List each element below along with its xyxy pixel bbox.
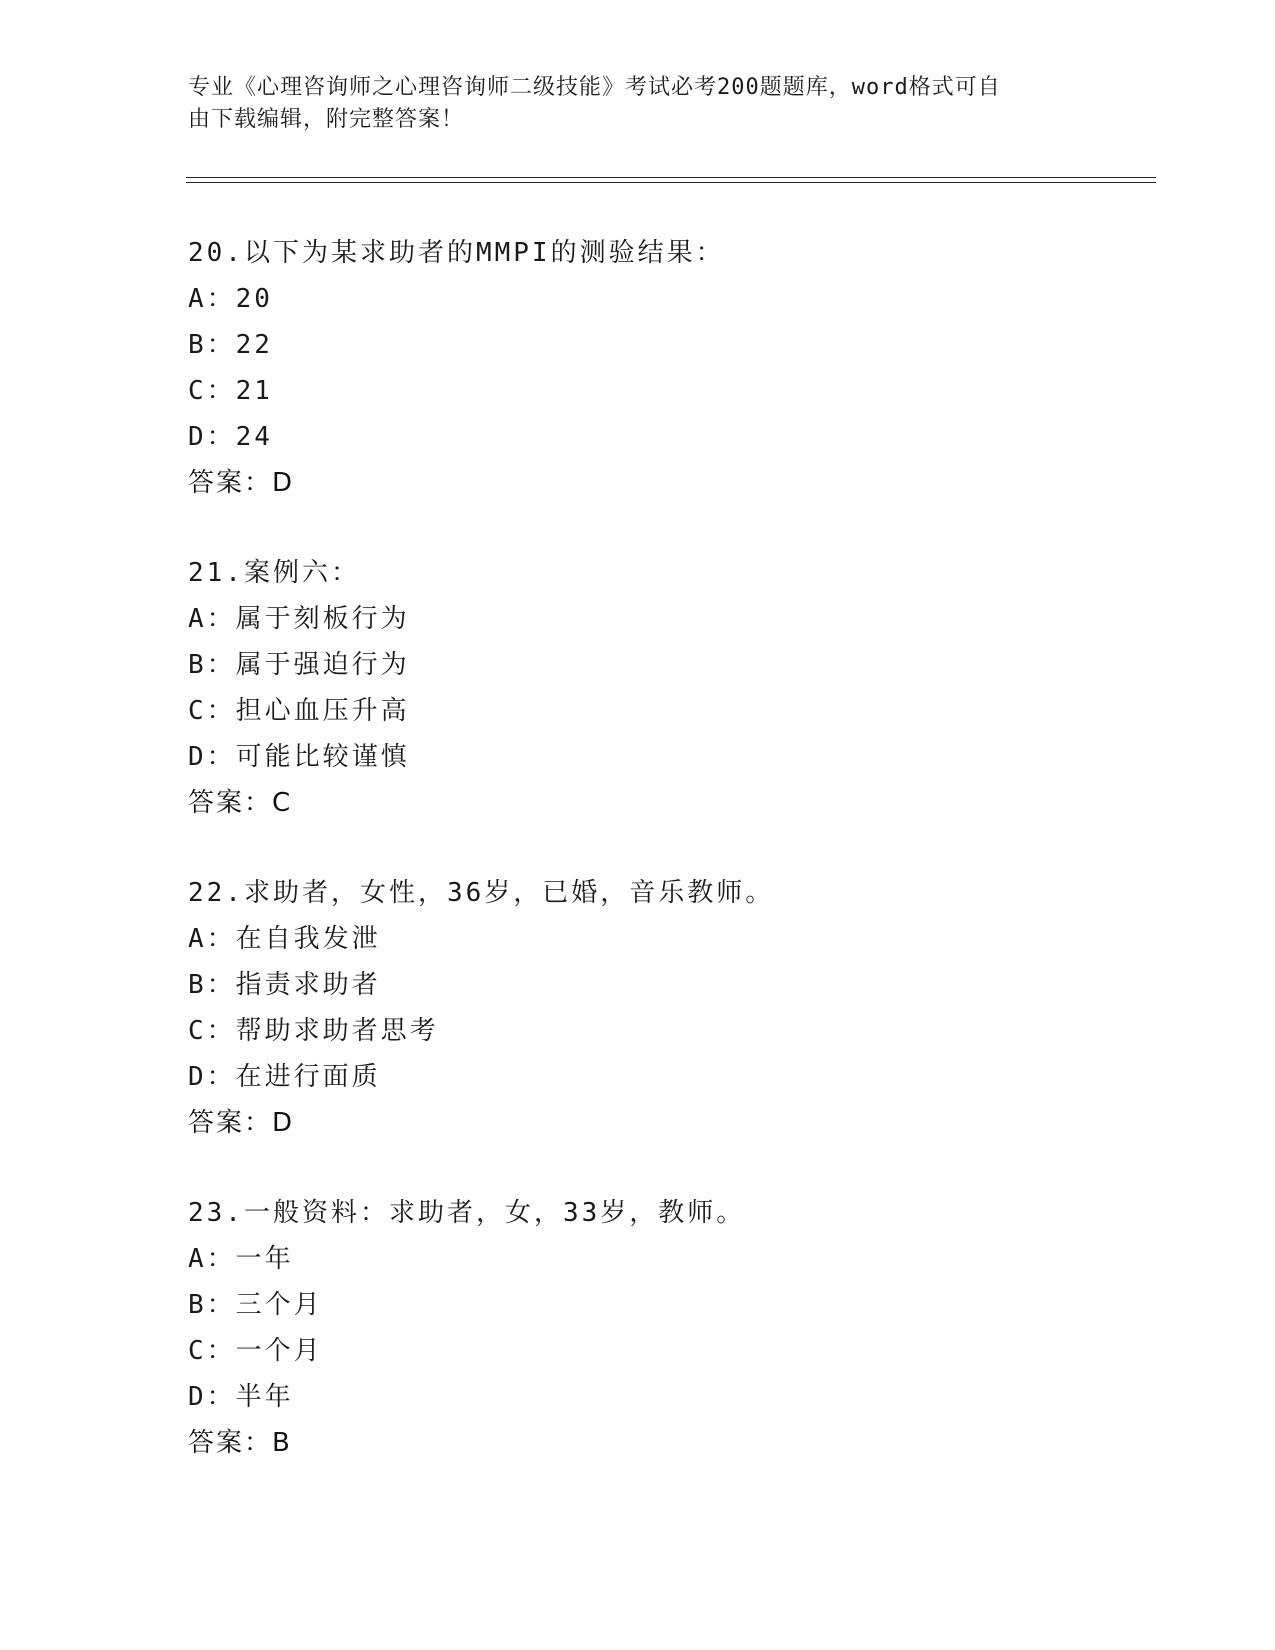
option-d [188, 1054, 1138, 1100]
option-label: B： [188, 970, 236, 1000]
option-text: 一个月 [235, 1336, 323, 1366]
option-b [188, 962, 1138, 1008]
option-label: C： [188, 1336, 236, 1366]
option-label: A： [188, 284, 236, 314]
option-text: 指责求助者 [235, 970, 381, 1000]
header-line-1: 专业《心理咨询师之心理咨询师二级技能》考试必考200题题库，word格式可自 [188, 75, 1001, 100]
option-label: A： [188, 924, 236, 954]
option-d [188, 414, 1138, 460]
option-label: B： [188, 1290, 236, 1320]
option-b [188, 1282, 1138, 1328]
option-label: D： [188, 422, 236, 452]
header-divider-bottom [186, 182, 1156, 183]
option-c [188, 1328, 1138, 1374]
option-c [188, 1008, 1138, 1054]
option-a [188, 276, 1138, 322]
answer-line: 答案：B [188, 1428, 292, 1458]
question-stem: 23.一般资料：求助者，女，33岁，教师。 [188, 1198, 746, 1228]
option-label: A： [188, 1244, 236, 1274]
option-a [188, 596, 1138, 642]
option-c [188, 368, 1138, 414]
question-stem: 21.案例六： [188, 558, 360, 588]
document-header [188, 72, 1088, 136]
option-label: D： [188, 742, 236, 772]
option-text: 21 [235, 376, 273, 406]
option-label: A： [188, 604, 236, 634]
option-a [188, 1236, 1138, 1282]
option-text: 可能比较谨慎 [235, 742, 410, 772]
option-text: 担心血压升高 [235, 696, 410, 726]
option-label: B： [188, 330, 236, 360]
question-stem: 20.以下为某求助者的MMPI的测验结果： [188, 238, 725, 268]
answer-line: 答案：D [188, 468, 295, 498]
question-block [188, 230, 1138, 506]
option-b [188, 322, 1138, 368]
option-label: C： [188, 1016, 236, 1046]
header-divider-top [186, 177, 1156, 178]
option-text: 20 [235, 284, 273, 314]
option-text: 在自我发泄 [235, 924, 381, 954]
option-text: 三个月 [235, 1290, 323, 1320]
option-d [188, 734, 1138, 780]
option-text: 在进行面质 [235, 1062, 381, 1092]
question-block [188, 550, 1138, 826]
option-c [188, 688, 1138, 734]
option-label: D： [188, 1062, 236, 1092]
answer-line: 答案：C [188, 788, 293, 818]
question-block [188, 1190, 1138, 1466]
option-text: 属于刻板行为 [235, 604, 410, 634]
header-line-2: 由下载编辑，附完整答案！ [188, 107, 465, 132]
option-text: 帮助求助者思考 [235, 1016, 439, 1046]
option-label: C： [188, 376, 236, 406]
question-stem: 22.求助者，女性，36岁，已婚，音乐教师。 [188, 878, 775, 908]
option-a [188, 916, 1138, 962]
option-label: B： [188, 650, 236, 680]
option-label: D： [188, 1382, 236, 1412]
option-text: 半年 [235, 1382, 294, 1412]
option-text: 22 [235, 330, 273, 360]
option-text: 属于强迫行为 [235, 650, 410, 680]
option-text: 24 [235, 422, 273, 452]
option-b [188, 642, 1138, 688]
question-block [188, 870, 1138, 1146]
answer-line: 答案：D [188, 1108, 295, 1138]
option-d [188, 1374, 1138, 1420]
option-label: C： [188, 696, 236, 726]
option-text: 一年 [235, 1244, 294, 1274]
